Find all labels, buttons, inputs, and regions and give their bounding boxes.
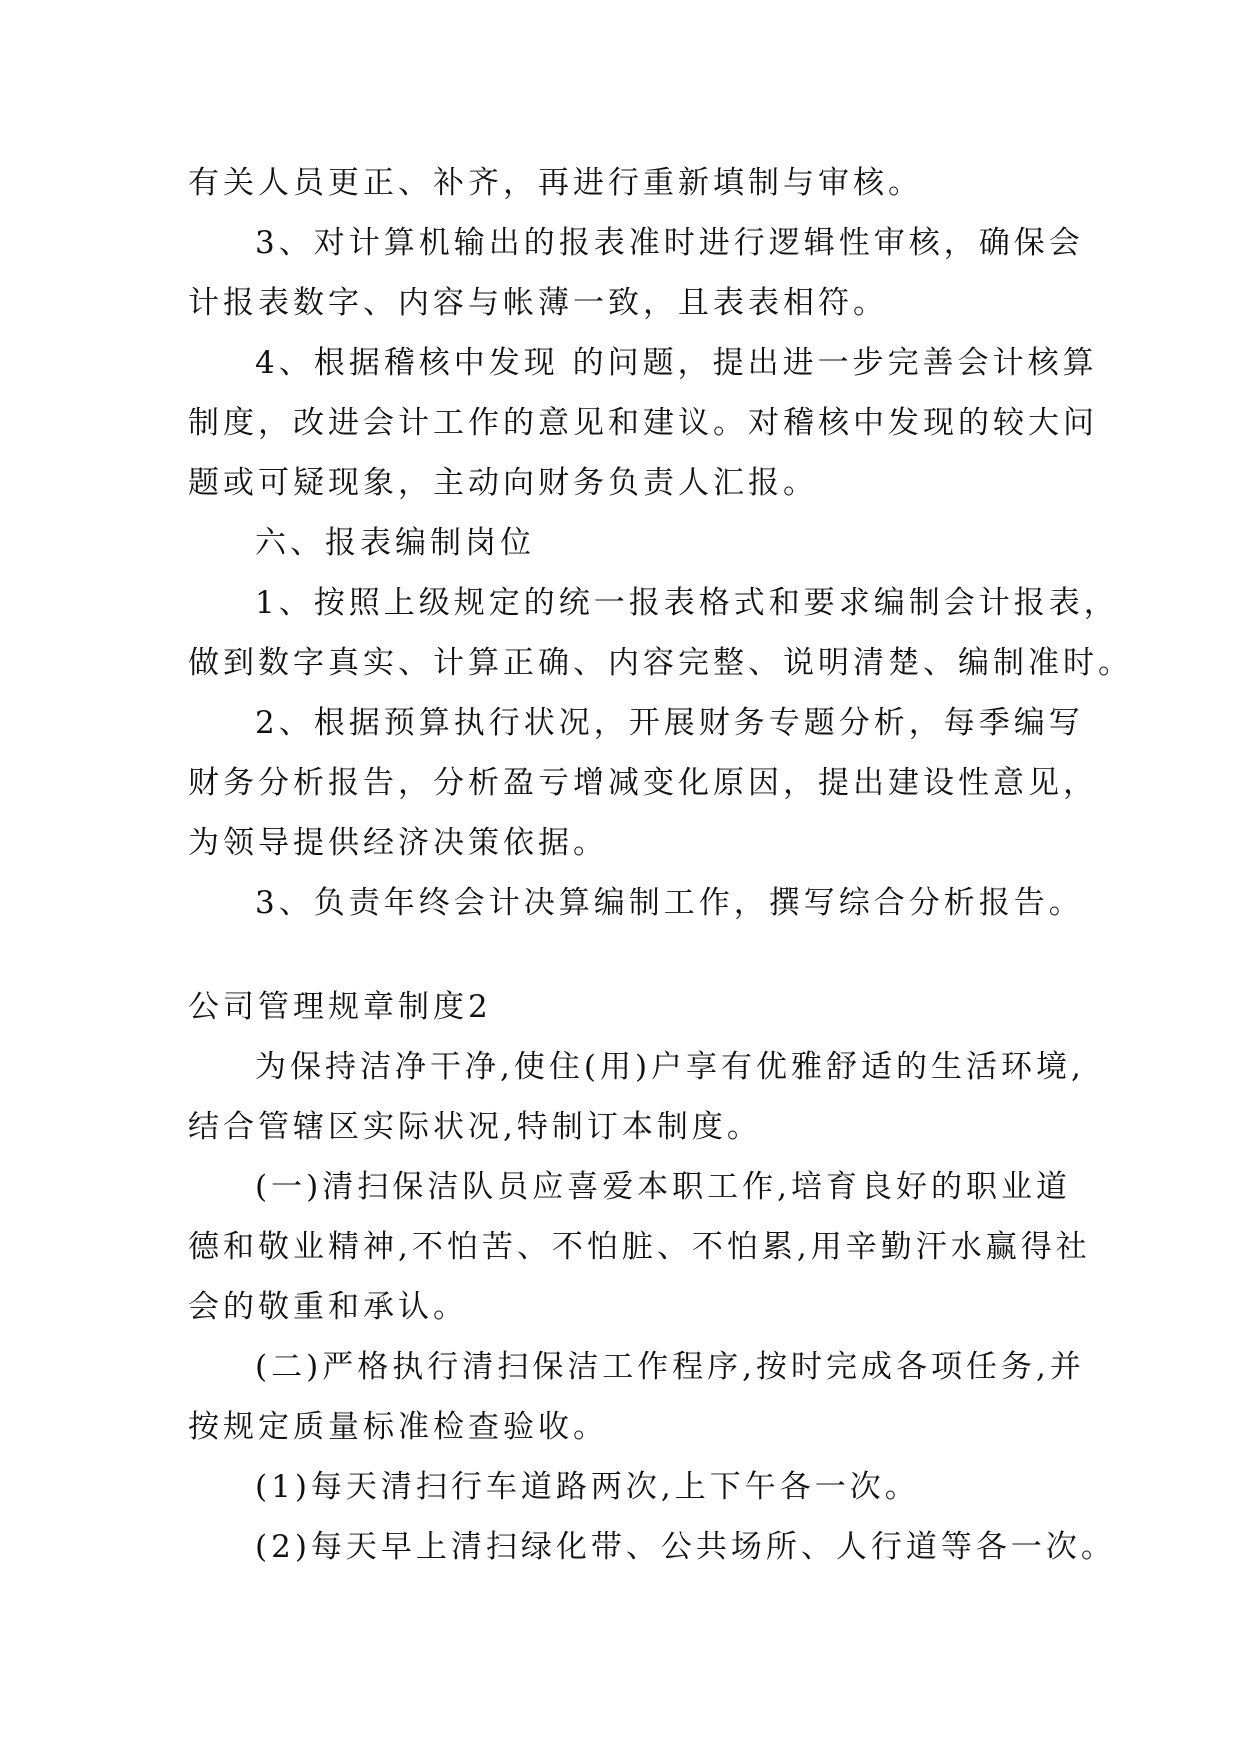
text-line: 为领导提供经济决策依据。 <box>188 825 608 861</box>
document-title: 公司管理规章制度2 <box>188 989 492 1025</box>
text-line: 3、负责年终会计决算编制工作，撰写综合分析报告。 <box>255 885 1084 921</box>
text-line: 制度，改进会计工作的意见和建议。对稽核中发现的较大问 <box>188 405 1098 441</box>
section-heading: 六、报表编制岗位 <box>255 525 535 561</box>
text-line: 2、根据预算执行状况，开展财务专题分析，每季编写 <box>255 705 1084 741</box>
text-line: (1)每天清扫行车道路两次,上下午各一次。 <box>255 1469 920 1505</box>
text-line: 做到数字真实、计算正确、内容完整、说明清楚、编制准时。 <box>188 645 1133 681</box>
text-line: 3、对计算机输出的报表准时进行逻辑性审核，确保会 <box>255 225 1084 261</box>
text-line: 按规定质量标准检查验收。 <box>188 1409 608 1445</box>
text-line: 有关人员更正、补齐，再进行重新填制与审核。 <box>188 165 923 201</box>
text-line: (二)严格执行清扫保洁工作程序,按时完成各项任务,并 <box>255 1349 1085 1385</box>
text-line: 德和敬业精神,不怕苦、不怕脏、不怕累,用辛勤汗水赢得社 <box>188 1229 1091 1265</box>
text-line: (一)清扫保洁队员应喜爱本职工作,培育良好的职业道 <box>255 1169 1072 1205</box>
text-line: 4、根据稽核中发现 的问题，提出进一步完善会计核算 <box>255 345 1098 381</box>
text-line: 结合管辖区实际状况,特制订本制度。 <box>188 1109 762 1145</box>
text-line: 计报表数字、内容与帐薄一致，且表表相符。 <box>188 285 888 321</box>
text-line: 会的敬重和承认。 <box>188 1289 468 1325</box>
text-line: 1、按照上级规定的统一报表格式和要求编制会计报表， <box>255 585 1119 621</box>
text-line: (2)每天早上清扫绿化带、公共场所、人行道等各一次。 <box>255 1529 1116 1565</box>
text-line: 为保持洁净干净,使住(用)户享有优雅舒适的生活环境, <box>255 1049 1085 1085</box>
text-line: 题或可疑现象，主动向财务负责人汇报。 <box>188 465 818 501</box>
text-line: 财务分析报告，分析盈亏增减变化原因，提出建设性意见， <box>188 765 1098 801</box>
